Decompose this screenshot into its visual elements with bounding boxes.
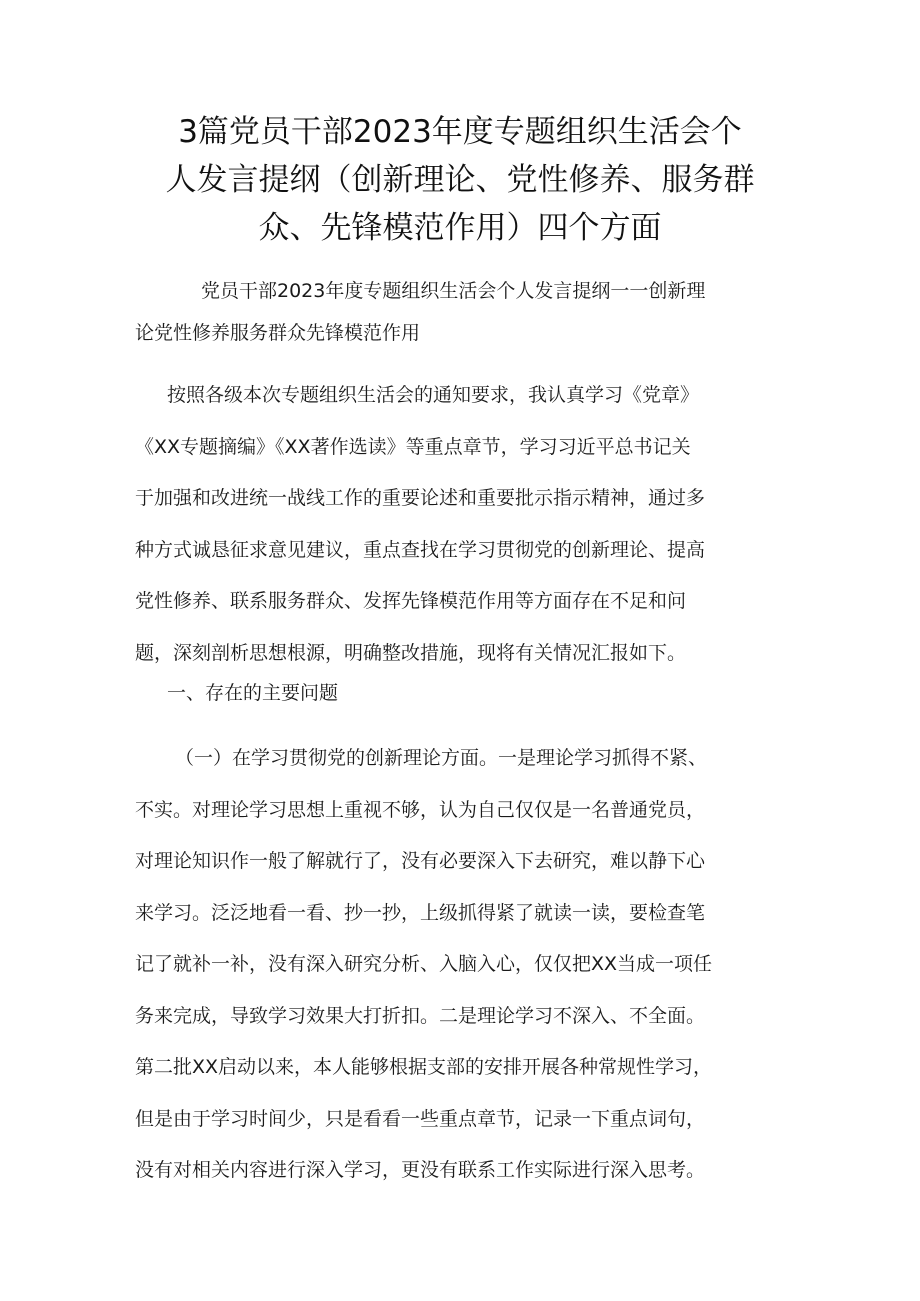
paragraph-line: 来学习。泛泛地看一看、抄一抄，上级抓得紧了就读一读，要检查笔 <box>135 901 706 924</box>
paragraph-line: 党性修养、联系服务群众、发挥先锋模范作用等方面存在不足和问 <box>135 590 687 612</box>
subtitle-line: 论党性修养服务群众先锋模范作用 <box>135 322 421 344</box>
intro-paragraph <box>135 370 815 679</box>
title-line: 众、先锋模范作用）四个方面 <box>258 210 662 246</box>
paragraph-line: 不实。对理论学习思想上重视不够，认为自己仅仅是一名普通党员， <box>135 798 706 821</box>
title-line: 3篇党员干部2023年度专题组织生活会个 <box>178 114 742 150</box>
paragraph-line: 种方式诚恳征求意见建议，重点查找在学习贯彻党的创新理论、提高 <box>135 538 706 561</box>
section-heading: 一、存在的主要问题 <box>167 682 339 704</box>
paragraph-line: 记了就补一补，没有深入研究分析、入脑入心，仅仅把XX当成一项任 <box>135 953 713 975</box>
paragraph-line: 按照各级本次专题组织生活会的通知要求，我认真学习《党章》 <box>167 384 700 406</box>
document-title <box>150 108 770 252</box>
paragraph-line: 但是由于学习时间少，只是看看一些重点章节，记录一下重点词句， <box>135 1107 706 1130</box>
document-subtitle <box>135 270 795 354</box>
paragraph-line: 于加强和改进统一战线工作的重要论述和重要批示指示精神，通过多 <box>135 487 706 509</box>
paragraph-line: 对理论知识作一般了解就行了，没有必要深入下去研究，难以静下心 <box>135 850 706 872</box>
paragraph-line: （一）在学习贯彻党的创新理论方面。一是理论学习抓得不紧、 <box>175 747 708 769</box>
paragraph-line: 务来完成，导致学习效果大打折扣。二是理论学习不深入、不全面。 <box>135 1004 706 1027</box>
paragraph-line: 题，深刻剖析思想根源，明确整改措施，现将有关情况汇报如下。 <box>135 641 687 664</box>
title-line: 人发言提纲（创新理论、党性修养、服务群 <box>165 162 755 198</box>
paragraph-line: 《XX专题摘编》《XX著作选读》等重点章节，学习习近平总书记关 <box>135 435 691 458</box>
section-paragraph <box>135 733 815 1197</box>
paragraph-line: 没有对相关内容进行深入学习，更没有联系工作实际进行深入思考。 <box>135 1159 706 1181</box>
subtitle-line: 党员干部2023年度专题组织生活会个人发言提纲一一创新理 <box>201 280 706 302</box>
paragraph-line: 第二批XX启动以来，本人能够根据支部的安排开展各种常规性学习， <box>135 1056 713 1078</box>
